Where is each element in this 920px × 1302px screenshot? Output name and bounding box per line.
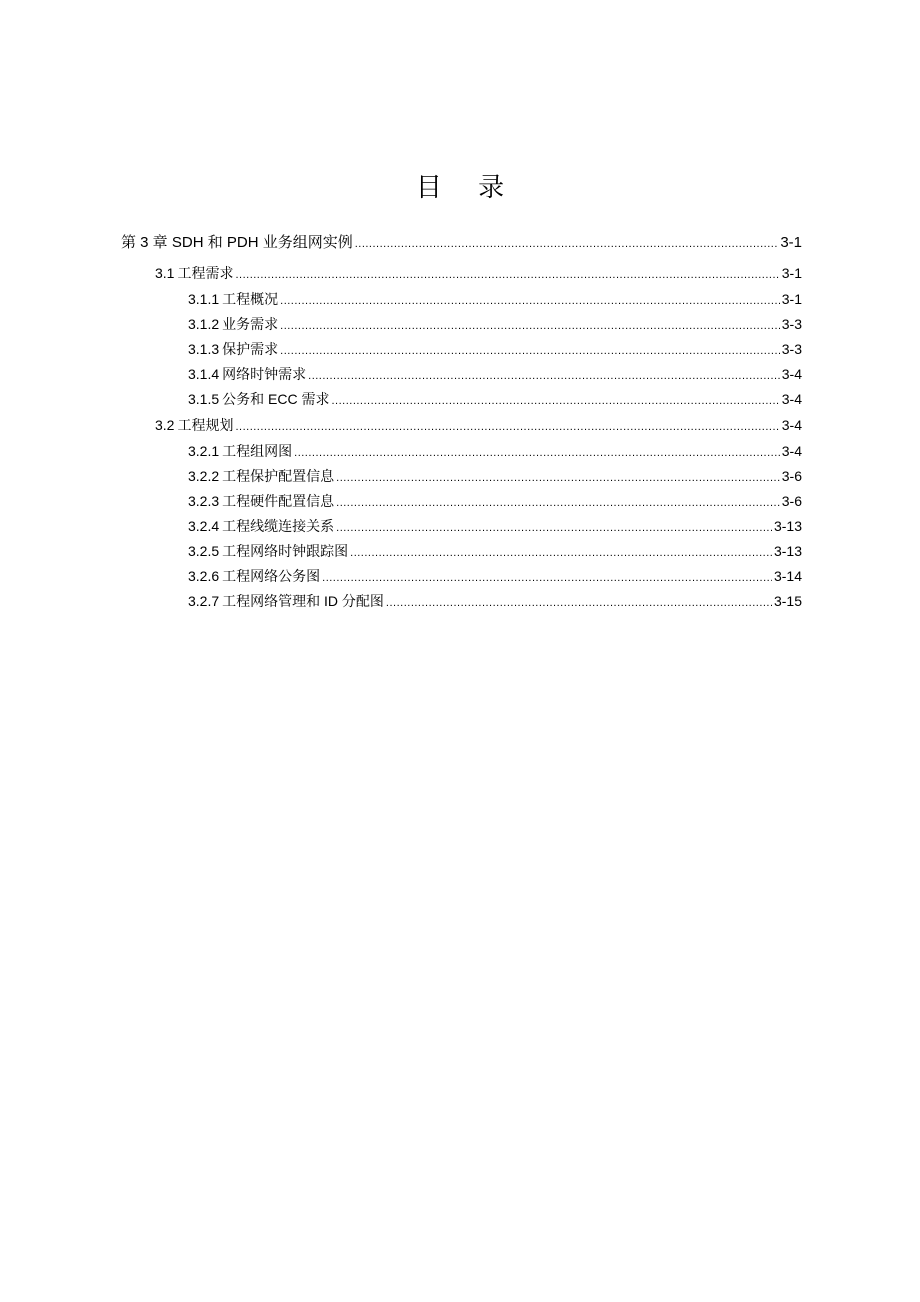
toc-entry-page: 3-4 — [781, 443, 802, 459]
toc-entry-title: SDH 和 PDH 业务组网实例 — [171, 234, 353, 251]
toc-leader-dots — [308, 365, 780, 385]
toc-entry-page: 3-3 — [781, 316, 802, 332]
toc-entry-number: 3.1.2 — [188, 316, 220, 332]
toc-entry-label — [188, 590, 384, 612]
toc-leader-dots — [280, 340, 780, 360]
toc-entry-title: 工程概况 — [222, 291, 279, 307]
toc-entry-3-2-4[interactable] — [188, 515, 802, 537]
toc-entry-title: 业务需求 — [222, 316, 279, 332]
toc-leader-dots — [331, 390, 779, 410]
toc-entry-page: 3-13 — [773, 518, 802, 534]
toc-entry-label — [188, 363, 306, 385]
toc-entry-3-1-2[interactable] — [188, 313, 802, 335]
page-title: 目 录 — [415, 173, 519, 203]
toc-entry-label — [155, 414, 233, 436]
toc-entry-3-1-3[interactable] — [188, 338, 802, 360]
toc-entry-title: 工程网络公务图 — [222, 568, 321, 584]
toc-entry-label — [188, 313, 278, 335]
toc-entry-3-2-3[interactable] — [188, 490, 802, 512]
toc-entry-3-1-5[interactable] — [188, 388, 802, 410]
toc-entry-number: 3.1.4 — [188, 366, 220, 382]
toc-entry-3-1-1[interactable] — [188, 288, 802, 310]
toc-entry-page: 3-6 — [781, 468, 802, 484]
toc-entry-page: 3-6 — [781, 493, 802, 509]
toc-leader-dots — [336, 492, 780, 512]
toc-entry-page: 3-4 — [781, 366, 802, 382]
toc-entry-title: 工程组网图 — [222, 443, 293, 459]
toc-leader-dots — [336, 467, 780, 487]
toc-entry-title: 工程网络时钟跟踪图 — [222, 543, 349, 559]
toc-entry-number: 3.1 — [155, 265, 175, 281]
toc-entry-number: 3.2.7 — [188, 593, 220, 609]
toc-entry-3-2-7[interactable] — [188, 590, 802, 612]
toc-leader-dots — [280, 290, 780, 310]
toc-leader-dots — [235, 264, 779, 284]
toc-leader-dots — [280, 315, 780, 335]
toc-entry-title: 保护需求 — [222, 341, 279, 357]
toc-entry-title: 网络时钟需求 — [222, 366, 307, 382]
toc-entry-3-2-1[interactable] — [188, 440, 802, 462]
toc-entry-number: 第 3 章 — [121, 234, 168, 251]
toc-entry-3-1[interactable] — [155, 262, 802, 284]
toc-entry-number: 3.2.4 — [188, 518, 220, 534]
toc-entry-title: 工程规划 — [177, 417, 234, 433]
toc-entry-number: 3.1.3 — [188, 341, 220, 357]
toc-entry-label — [188, 338, 278, 360]
toc-entry-title: 公务和 ECC 需求 — [222, 391, 330, 407]
toc-entry-title: 工程保护配置信息 — [222, 468, 335, 484]
toc-leader-dots — [336, 517, 772, 537]
toc-leader-dots — [322, 567, 772, 587]
toc-entry-label — [121, 232, 353, 254]
toc-entry-label — [155, 262, 233, 284]
toc-entry-title: 工程网络管理和 ID 分配图 — [222, 593, 384, 609]
toc-entry-number: 3.1.1 — [188, 291, 220, 307]
toc-entry-label — [188, 440, 292, 462]
toc-entry-label — [188, 565, 320, 587]
toc-entry-label — [188, 540, 348, 562]
toc-entry-page: 3-15 — [773, 593, 802, 609]
toc-entry-page: 3-1 — [781, 291, 802, 307]
toc-entry-number: 3.2.3 — [188, 493, 220, 509]
toc-entry-label — [188, 465, 334, 487]
toc-entry-page: 3-13 — [773, 543, 802, 559]
toc-entry-3-2-5[interactable] — [188, 540, 802, 562]
toc-leader-dots — [350, 542, 772, 562]
toc-entry-number: 3.2 — [155, 417, 175, 433]
toc-entry-title: 工程硬件配置信息 — [222, 493, 335, 509]
toc-entry-title: 工程需求 — [177, 265, 234, 281]
toc-entry-3-2-2[interactable] — [188, 465, 802, 487]
toc-entry-label — [188, 515, 334, 537]
toc-leader-dots — [294, 442, 780, 462]
toc-entry-3-2[interactable] — [155, 414, 802, 436]
toc-leader-dots — [355, 233, 779, 254]
toc-entry-page: 3-4 — [781, 391, 802, 407]
toc-entry-number: 3.2.2 — [188, 468, 220, 484]
toc-entry-number: 3.2.1 — [188, 443, 220, 459]
toc-entry-label — [188, 288, 278, 310]
toc-entry-number: 3.2.5 — [188, 543, 220, 559]
toc-entry-title: 工程线缆连接关系 — [222, 518, 335, 534]
toc-leader-dots — [235, 416, 779, 436]
toc-entry-number: 3.1.5 — [188, 391, 220, 407]
toc-entry-page: 3-14 — [773, 568, 802, 584]
toc-entry-chapter-3[interactable] — [121, 232, 802, 254]
toc-entry-number: 3.2.6 — [188, 568, 220, 584]
toc-entry-page: 3-3 — [781, 341, 802, 357]
toc-entry-page: 3-1 — [780, 234, 802, 251]
toc-entry-page: 3-1 — [781, 265, 802, 281]
toc-entry-page: 3-4 — [781, 417, 802, 433]
toc-entry-label — [188, 388, 329, 410]
toc-entry-label — [188, 490, 334, 512]
toc-entry-3-1-4[interactable] — [188, 363, 802, 385]
toc-leader-dots — [386, 592, 772, 612]
toc-entry-3-2-6[interactable] — [188, 565, 802, 587]
